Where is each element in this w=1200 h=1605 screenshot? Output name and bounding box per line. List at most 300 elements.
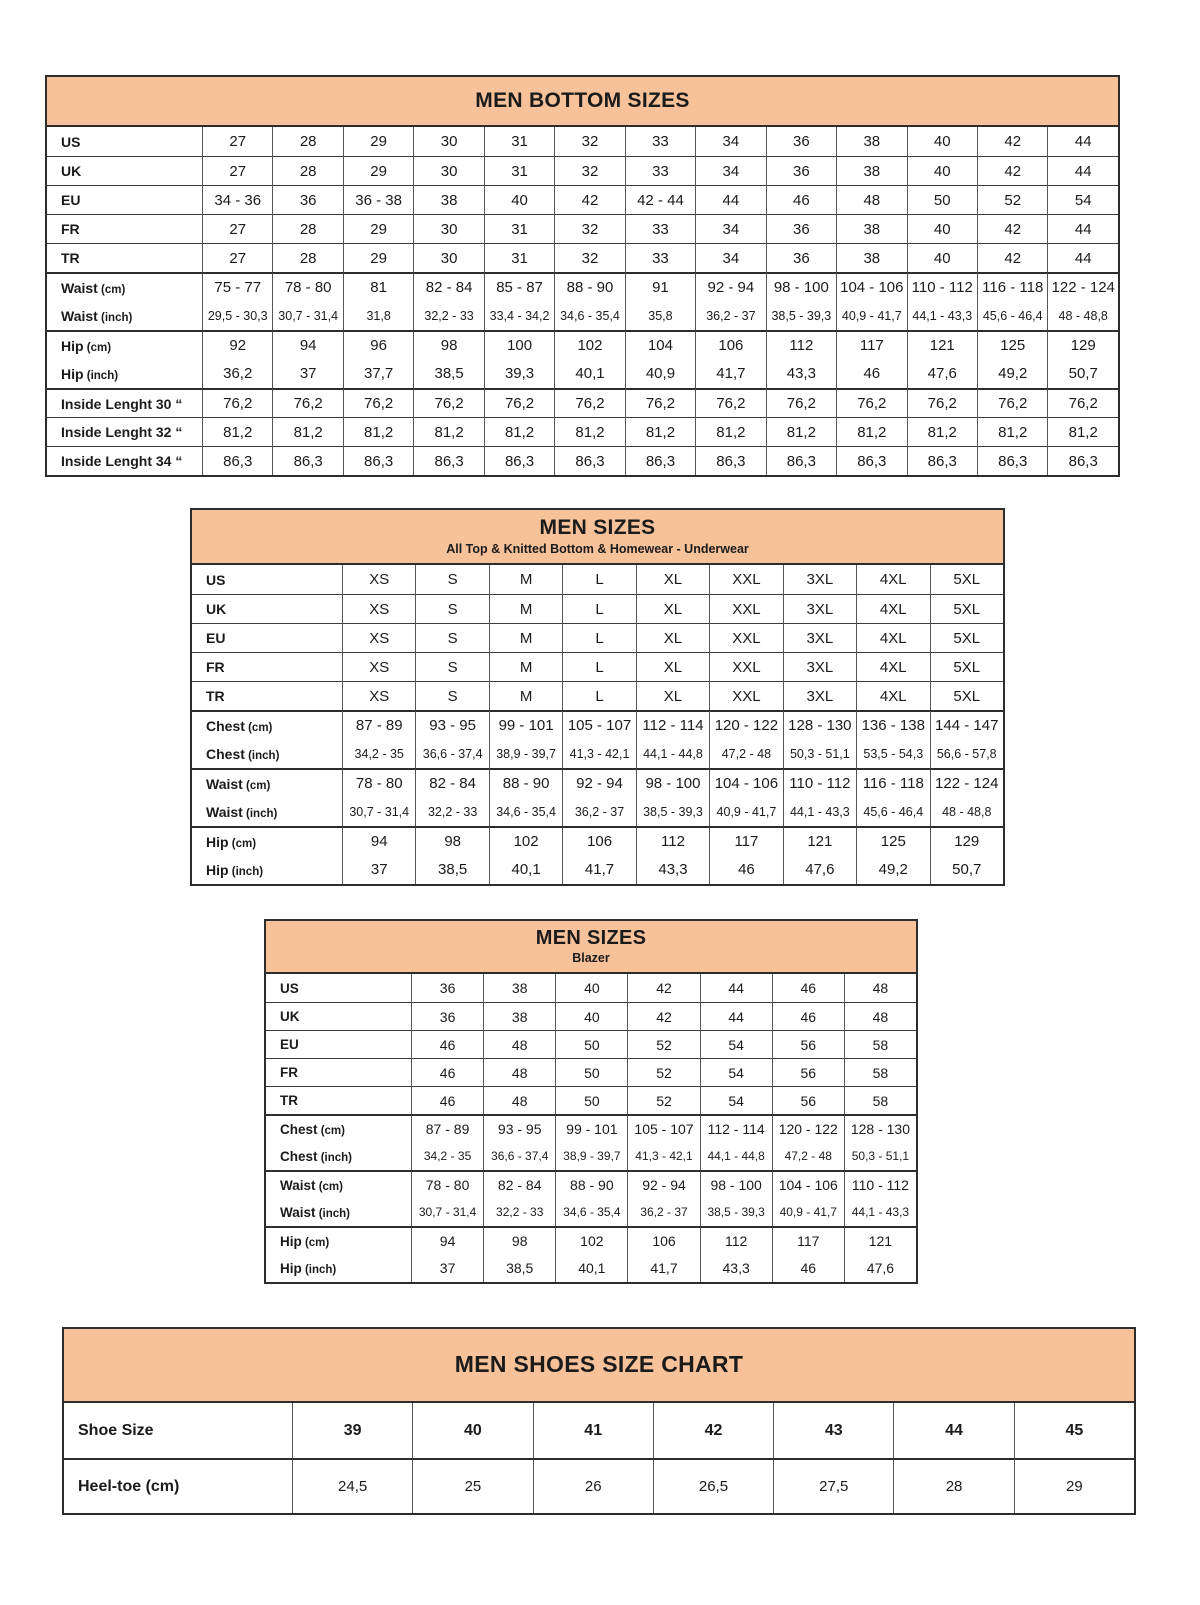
table-cell: 30 — [413, 243, 483, 272]
table-header — [266, 921, 916, 974]
table-row — [192, 710, 1003, 739]
table-cell: 76,2 — [1047, 388, 1118, 417]
table-cell: 44 — [700, 1002, 772, 1030]
table-cell: 81,2 — [907, 417, 977, 446]
row-label — [192, 594, 342, 623]
table-row — [47, 301, 1118, 330]
table-cell: 43,3 — [700, 1254, 772, 1282]
table-cell: 31 — [484, 243, 554, 272]
table-row — [192, 594, 1003, 623]
table-cell: S — [415, 623, 488, 652]
table-cell: 106 — [627, 1226, 699, 1254]
table-cell: 41,7 — [627, 1254, 699, 1282]
row-label-text: Hip — [206, 833, 229, 850]
table-cell: 38 — [836, 156, 906, 185]
table-cell: XL — [636, 652, 709, 681]
table-cell: 86,3 — [695, 446, 765, 475]
row-label-text: EU — [206, 630, 226, 646]
table-cell: 4XL — [856, 681, 929, 710]
table-cell: 28 — [272, 243, 342, 272]
table-cell: 27 — [202, 156, 272, 185]
table-cell: 129 — [1047, 330, 1118, 359]
table-cell: 81,2 — [977, 417, 1047, 446]
table-cell: 86,3 — [907, 446, 977, 475]
table-cell: 50 — [907, 185, 977, 214]
table-cell: 52 — [627, 1086, 699, 1114]
table-cell: 41,7 — [695, 359, 765, 388]
table-cell: 42 — [627, 974, 699, 1002]
table-cell: 33,4 - 34,2 — [484, 301, 554, 330]
row-label-text: Waist — [61, 279, 98, 296]
table-cell: 34 — [695, 127, 765, 156]
table-row — [47, 185, 1118, 214]
table-row — [47, 214, 1118, 243]
table-cell: 54 — [700, 1030, 772, 1058]
row-label — [266, 1058, 411, 1086]
row-label — [47, 301, 202, 330]
men-sizes-tops-table — [190, 508, 1005, 886]
table-row — [266, 1254, 916, 1282]
table-cell: 43,3 — [766, 359, 836, 388]
table-cell: 99 - 101 — [555, 1114, 627, 1142]
table-row — [64, 1458, 1134, 1513]
table-cell: 34,2 - 35 — [342, 739, 415, 768]
table-cell: 144 - 147 — [930, 710, 1004, 739]
table-cell: 128 - 130 — [783, 710, 856, 739]
table-cell: 40,1 — [555, 1254, 627, 1282]
table-cell: 87 - 89 — [342, 710, 415, 739]
table-cell: 32 — [554, 127, 624, 156]
table-cell: 5XL — [930, 681, 1004, 710]
table-cell: 54 — [1047, 185, 1118, 214]
table-cell: 102 — [554, 330, 624, 359]
row-label — [192, 797, 342, 826]
table-cell: 50,7 — [1047, 359, 1118, 388]
row-label — [192, 768, 342, 797]
table-cell: 104 - 106 — [772, 1170, 844, 1198]
table-cell: 50,3 - 51,1 — [783, 739, 856, 768]
table-cell: 76,2 — [484, 388, 554, 417]
row-label-unit: (cm) — [242, 779, 271, 792]
table-cell: 30 — [413, 127, 483, 156]
row-label — [47, 388, 202, 417]
table-cell: XS — [342, 565, 415, 594]
table-title: MEN SHOES SIZE CHART — [454, 1351, 744, 1378]
row-label-text: Waist — [206, 775, 243, 792]
table-cell: 86,3 — [1047, 446, 1118, 475]
table-cell: 30 — [413, 156, 483, 185]
table-cell: 117 — [709, 826, 782, 855]
table-cell: 44 — [1047, 243, 1118, 272]
table-cell: 32,2 - 33 — [483, 1198, 555, 1226]
table-cell: 44,1 - 44,8 — [700, 1142, 772, 1170]
table-cell: 46 — [411, 1086, 483, 1114]
men-bottom-sizes-table — [45, 75, 1120, 477]
table-cell: 44,1 - 44,8 — [636, 739, 709, 768]
table-row — [266, 1170, 916, 1198]
table-cell: M — [489, 565, 562, 594]
table-cell: 38,5 - 39,3 — [700, 1198, 772, 1226]
table-cell: 112 — [636, 826, 709, 855]
table-cell: 42 — [554, 185, 624, 214]
table-cell: 56 — [772, 1086, 844, 1114]
row-label-text: Hip — [280, 1233, 302, 1249]
table-cell: 32 — [554, 214, 624, 243]
table-row — [266, 1114, 916, 1142]
table-cell: 40,9 - 41,7 — [836, 301, 906, 330]
table-cell: 86,3 — [484, 446, 554, 475]
table-cell: 39 — [292, 1403, 412, 1458]
table-cell: XS — [342, 623, 415, 652]
table-cell: S — [415, 594, 488, 623]
table-cell: 54 — [700, 1058, 772, 1086]
row-label — [266, 1170, 411, 1198]
table-cell: 46 — [772, 1002, 844, 1030]
table-cell: 3XL — [783, 681, 856, 710]
row-label-unit: (inch) — [228, 865, 264, 878]
table-row — [192, 652, 1003, 681]
table-cell: 106 — [562, 826, 635, 855]
table-cell: 40 — [484, 185, 554, 214]
table-cell: 38 — [836, 127, 906, 156]
row-label-unit: (inch) — [242, 807, 278, 820]
table-cell: 36 — [272, 185, 342, 214]
row-label — [47, 156, 202, 185]
row-label-text: TR — [61, 250, 80, 266]
table-cell: 31 — [484, 156, 554, 185]
table-header — [47, 77, 1118, 127]
table-row — [266, 1030, 916, 1058]
table-cell: 47,2 - 48 — [772, 1142, 844, 1170]
table-cell: 5XL — [930, 623, 1004, 652]
table-cell: XL — [636, 594, 709, 623]
table-cell: 112 - 114 — [700, 1114, 772, 1142]
table-cell: 5XL — [930, 565, 1004, 594]
table-cell: XXL — [709, 594, 782, 623]
table-cell: 27 — [202, 127, 272, 156]
table-cell: S — [415, 565, 488, 594]
row-label-unit: (cm) — [317, 1124, 345, 1137]
table-cell: 42 — [977, 243, 1047, 272]
table-cell: 3XL — [783, 565, 856, 594]
table-cell: 106 — [695, 330, 765, 359]
table-cell: 40 — [555, 1002, 627, 1030]
table-cell: 34,6 - 35,4 — [489, 797, 562, 826]
table-cell: 58 — [844, 1058, 916, 1086]
table-cell: 42 — [977, 156, 1047, 185]
table-cell: 33 — [625, 243, 695, 272]
table-cell: XS — [342, 652, 415, 681]
table-cell: 38 — [836, 214, 906, 243]
table-cell: 102 — [555, 1226, 627, 1254]
table-cell: 24,5 — [292, 1458, 412, 1513]
table-cell: 116 - 118 — [977, 272, 1047, 301]
row-label — [192, 739, 342, 768]
table-row — [47, 243, 1118, 272]
table-header — [64, 1329, 1134, 1403]
row-label-text: US — [206, 571, 226, 588]
table-cell: M — [489, 681, 562, 710]
table-cell: 98 - 100 — [700, 1170, 772, 1198]
table-cell: 81,2 — [766, 417, 836, 446]
table-cell: 43,3 — [636, 855, 709, 884]
size-grid — [266, 974, 916, 1282]
table-cell: 27,5 — [773, 1458, 893, 1513]
table-cell: 129 — [930, 826, 1004, 855]
table-cell: 128 - 130 — [844, 1114, 916, 1142]
row-label-text: Chest — [280, 1148, 318, 1164]
table-cell: 76,2 — [907, 388, 977, 417]
table-cell: 76,2 — [766, 388, 836, 417]
table-cell: 48 — [483, 1030, 555, 1058]
table-cell: 36,6 - 37,4 — [415, 739, 488, 768]
table-cell: 5XL — [930, 594, 1004, 623]
table-cell: 34 - 36 — [202, 185, 272, 214]
row-label-text: TR — [280, 1093, 298, 1108]
table-cell: 88 - 90 — [489, 768, 562, 797]
row-label-text: Waist — [280, 1204, 316, 1220]
table-cell: 28 — [893, 1458, 1013, 1513]
row-label — [266, 1002, 411, 1030]
table-cell: 36 — [766, 214, 836, 243]
table-cell: 86,3 — [202, 446, 272, 475]
table-row — [192, 826, 1003, 855]
table-cell: 104 - 106 — [709, 768, 782, 797]
table-cell: 47,6 — [844, 1254, 916, 1282]
table-cell: 40 — [907, 127, 977, 156]
table-cell: 43 — [773, 1403, 893, 1458]
table-row — [47, 359, 1118, 388]
row-label — [266, 1198, 411, 1226]
men-shoes-size-chart-table — [62, 1327, 1136, 1515]
table-cell: 42 — [977, 214, 1047, 243]
table-cell: 27 — [202, 214, 272, 243]
table-cell: 78 - 80 — [272, 272, 342, 301]
table-cell: 46 — [411, 1058, 483, 1086]
row-label-text: Hip — [61, 365, 84, 382]
table-row — [47, 446, 1118, 475]
table-cell: 116 - 118 — [856, 768, 929, 797]
table-cell: 29 — [343, 243, 413, 272]
table-cell: 29 — [343, 156, 413, 185]
table-cell: XS — [342, 594, 415, 623]
table-row — [266, 1058, 916, 1086]
table-cell: 87 - 89 — [411, 1114, 483, 1142]
table-cell: 46 — [411, 1030, 483, 1058]
table-cell: 31,8 — [343, 301, 413, 330]
row-label — [192, 652, 342, 681]
table-cell: 94 — [272, 330, 342, 359]
table-cell: 3XL — [783, 594, 856, 623]
table-cell: 112 — [766, 330, 836, 359]
table-cell: 86,3 — [625, 446, 695, 475]
table-cell: 44 — [1047, 156, 1118, 185]
table-cell: 125 — [856, 826, 929, 855]
table-cell: 50 — [555, 1086, 627, 1114]
table-cell: 30 — [413, 214, 483, 243]
table-cell: 121 — [907, 330, 977, 359]
table-cell: L — [562, 652, 635, 681]
table-row — [192, 797, 1003, 826]
table-cell: 40 — [555, 974, 627, 1002]
table-cell: 58 — [844, 1086, 916, 1114]
row-label — [47, 243, 202, 272]
table-row — [192, 565, 1003, 594]
table-cell: 50 — [555, 1058, 627, 1086]
table-cell: 48 — [844, 974, 916, 1002]
table-cell: 38 — [413, 185, 483, 214]
table-cell: 76,2 — [272, 388, 342, 417]
row-label-text: Waist — [61, 307, 98, 324]
table-cell: 34,2 - 35 — [411, 1142, 483, 1170]
table-cell: 28 — [272, 156, 342, 185]
men-sizes-blazer-table — [264, 919, 918, 1284]
table-cell: 34 — [695, 243, 765, 272]
table-cell: 30,7 - 31,4 — [342, 797, 415, 826]
table-cell: 82 - 84 — [415, 768, 488, 797]
table-row — [192, 768, 1003, 797]
table-cell: 38,5 — [413, 359, 483, 388]
table-cell: 86,3 — [554, 446, 624, 475]
table-cell: 45,6 - 46,4 — [977, 301, 1047, 330]
table-cell: 81,2 — [343, 417, 413, 446]
table-cell: 34,6 - 35,4 — [555, 1198, 627, 1226]
table-cell: 29 — [343, 214, 413, 243]
table-cell: 29 — [343, 127, 413, 156]
table-cell: 41,7 — [562, 855, 635, 884]
table-cell: 42 — [977, 127, 1047, 156]
table-cell: XXL — [709, 652, 782, 681]
table-cell: 88 - 90 — [555, 1170, 627, 1198]
table-cell: 120 - 122 — [709, 710, 782, 739]
table-row — [266, 1142, 916, 1170]
row-label-unit: (inch) — [301, 1263, 337, 1276]
table-cell: 76,2 — [695, 388, 765, 417]
table-cell: 98 - 100 — [636, 768, 709, 797]
table-cell: 81,2 — [836, 417, 906, 446]
table-cell: 46 — [766, 185, 836, 214]
table-row — [47, 156, 1118, 185]
table-row — [266, 1198, 916, 1226]
row-label-text: Inside Lenght 34 “ — [61, 453, 183, 469]
table-cell: 36,2 - 37 — [627, 1198, 699, 1226]
row-label-text: Chest — [206, 745, 245, 762]
row-label-unit: (inch) — [315, 1207, 351, 1220]
table-cell: 104 — [625, 330, 695, 359]
table-cell: 98 - 100 — [766, 272, 836, 301]
table-cell: 31 — [484, 214, 554, 243]
table-cell: 122 - 124 — [930, 768, 1004, 797]
table-cell: 76,2 — [413, 388, 483, 417]
table-cell: 48 — [844, 1002, 916, 1030]
table-cell: 53,5 - 54,3 — [856, 739, 929, 768]
table-cell: 56,6 - 57,8 — [930, 739, 1004, 768]
table-cell: 121 — [844, 1226, 916, 1254]
row-label-text: FR — [61, 221, 80, 237]
table-cell: 40 — [907, 243, 977, 272]
table-cell: 44 — [700, 974, 772, 1002]
table-cell: 93 - 95 — [483, 1114, 555, 1142]
row-label — [47, 446, 202, 475]
table-cell: 45 — [1014, 1403, 1134, 1458]
table-cell: 4XL — [856, 565, 929, 594]
table-cell: 92 - 94 — [627, 1170, 699, 1198]
table-cell: 32 — [554, 156, 624, 185]
table-cell: XXL — [709, 623, 782, 652]
table-cell: 4XL — [856, 594, 929, 623]
table-cell: 92 - 94 — [562, 768, 635, 797]
table-cell: 40 — [907, 156, 977, 185]
table-cell: 36,2 — [202, 359, 272, 388]
table-row — [266, 1226, 916, 1254]
table-cell: 96 — [343, 330, 413, 359]
row-label-unit: (cm) — [83, 341, 112, 354]
table-cell: L — [562, 565, 635, 594]
table-cell: 37 — [411, 1254, 483, 1282]
table-cell: 81,2 — [413, 417, 483, 446]
row-label — [47, 127, 202, 156]
table-cell: 99 - 101 — [489, 710, 562, 739]
table-cell: 110 - 112 — [907, 272, 977, 301]
table-cell: 86,3 — [836, 446, 906, 475]
table-cell: 50 — [555, 1030, 627, 1058]
table-cell: 28 — [272, 214, 342, 243]
table-cell: 75 - 77 — [202, 272, 272, 301]
row-label-unit: (cm) — [315, 1180, 343, 1193]
table-cell: L — [562, 623, 635, 652]
table-cell: 37 — [272, 359, 342, 388]
size-grid — [47, 127, 1118, 475]
table-cell: 105 - 107 — [627, 1114, 699, 1142]
table-cell: 26 — [533, 1458, 653, 1513]
table-cell: 38,5 - 39,3 — [636, 797, 709, 826]
table-cell: 81,2 — [625, 417, 695, 446]
row-label-unit: (cm) — [228, 837, 257, 850]
table-cell: 81,2 — [695, 417, 765, 446]
size-grid — [64, 1403, 1134, 1513]
row-label-text: Shoe Size — [78, 1421, 154, 1439]
table-cell: 117 — [836, 330, 906, 359]
table-subtitle: All Top & Knitted Bottom & Homewear - Underwear — [446, 541, 749, 556]
table-cell: 42 — [653, 1403, 773, 1458]
table-cell: 47,6 — [783, 855, 856, 884]
table-cell: 31 — [484, 127, 554, 156]
table-cell: 94 — [342, 826, 415, 855]
table-row — [47, 330, 1118, 359]
table-cell: 125 — [977, 330, 1047, 359]
table-cell: 44 — [1047, 127, 1118, 156]
row-label-text: US — [280, 980, 299, 996]
row-label-unit: (inch) — [83, 369, 119, 382]
table-cell: 41,3 - 42,1 — [627, 1142, 699, 1170]
row-label-text: Heel-toe (cm) — [78, 1477, 180, 1495]
table-cell: 49,2 — [856, 855, 929, 884]
table-cell: 40,1 — [554, 359, 624, 388]
table-cell: 34 — [695, 214, 765, 243]
table-cell: 110 - 112 — [783, 768, 856, 797]
table-cell: 56 — [772, 1058, 844, 1086]
table-cell: 92 — [202, 330, 272, 359]
table-cell: 94 — [411, 1226, 483, 1254]
table-cell: 50,3 - 51,1 — [844, 1142, 916, 1170]
table-cell: 81,2 — [1047, 417, 1118, 446]
table-cell: 86,3 — [766, 446, 836, 475]
table-cell: 120 - 122 — [772, 1114, 844, 1142]
table-cell: 38,5 - 39,3 — [766, 301, 836, 330]
table-cell: 47,2 - 48 — [709, 739, 782, 768]
table-cell: 45,6 - 46,4 — [856, 797, 929, 826]
table-title: MEN SIZES — [539, 516, 656, 540]
